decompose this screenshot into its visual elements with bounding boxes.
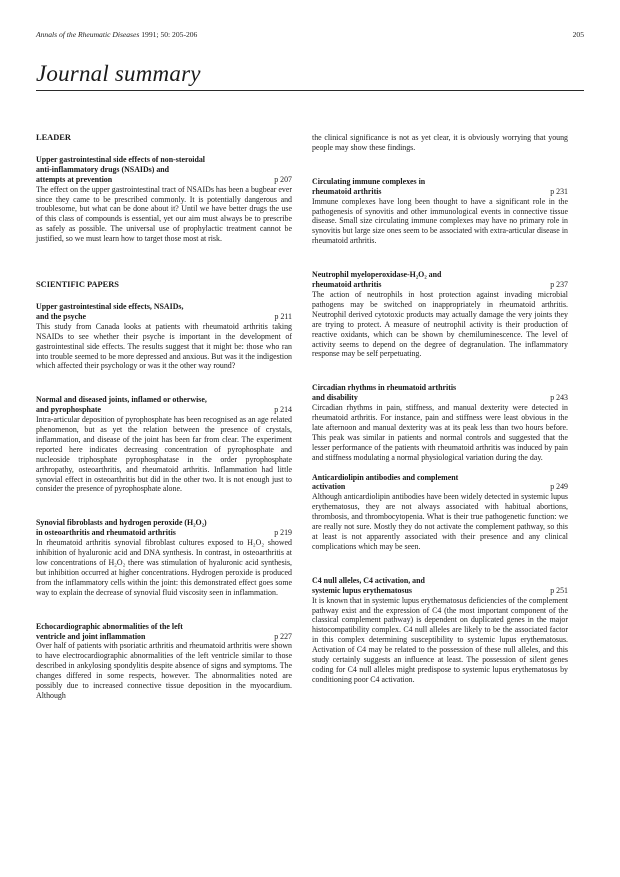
article-title <box>312 576 568 596</box>
title-line: attempts at prevention <box>36 174 113 184</box>
title-line: Synovial fibroblasts and hydrogen peroxide (H₂O₂) <box>36 518 207 528</box>
title-line: rheumatoid arthritis <box>312 280 382 290</box>
page-number: 205 <box>572 30 584 39</box>
title-line: systemic lupus erythematosus <box>312 585 412 595</box>
running-header <box>36 30 584 39</box>
article <box>312 177 568 246</box>
article <box>312 383 568 462</box>
title-line: anti-inflammatory drugs (NSAIDs) and <box>36 164 170 174</box>
title-line: activation <box>312 482 346 492</box>
article <box>36 518 292 597</box>
section-heading-scientific-papers: SCIENTIFIC PAPERS <box>36 280 119 290</box>
page-reference: p 231 <box>550 186 568 196</box>
article <box>312 576 568 685</box>
page-reference: p 214 <box>274 405 292 415</box>
article-body: Although anticardiolipin antibodies have been widely detected in systemic lupus erythematosus, they are not always associated with habitual abortions, thrombosis, and thrombocytopenia. What is their true pathogenetic function: we are really not sure. Mostly they do not activate the complement pathway, so this at least is not apparently associated with their presence and any clinical complications which may be seen. <box>312 492 568 551</box>
article <box>312 270 568 359</box>
article-title <box>36 155 292 185</box>
article-body: The effect on the upper gastrointestinal tract of NSAIDs has been a bugbear ever since they came to be prescribed commonly. It is potentially dangerous and troublesome, but what can be done about it? Until we have better drugs the use of this class of compounds is essential, yet our aim must always be to prescribe as safely as possible. The universal use of prophylactic treatment cannot be justified, so we must learn how to target those most at risk. <box>36 184 292 244</box>
article-title <box>36 518 292 538</box>
article-title <box>312 270 568 290</box>
title-line: and pyrophosphate <box>36 405 101 415</box>
article-body: Intra-articular deposition of pyrophosphate has been recognised as an age related phenomenon, but as yet the relation between the presence of crystals, inflammation, and disease of the joint has been far from clear. The experiment reported here indicates decreasing concentration of pyrophosphate and nucleoside triphosphate pyrophosphatase in the order pyrophosphate arthropathy, osteoarthritis, and rheumatoid arthritis. Inflammation had little synovial effect in osteoarthritis but did in the other two. It is not enough just to consider the presence of pyrophosphate alone. <box>36 415 292 494</box>
article-body: Over half of patients with psoriatic arthritis and rheumatoid arthritis were shown to have electrocardiographic abnormalities of the left ventricle similar to those described in ankylosing spondylitis despite absence of signs and symptoms. The changes differed in some respects, however. The abnormalities noted are possibly due to increased connective tissue deposition in the myocardium. Although <box>36 641 292 700</box>
title-line: Anticardiolipin antibodies and complement <box>312 472 459 482</box>
article-body-continued: the clinical significance is not as yet clear, it is obviously worrying that young people may show these findings. <box>312 133 568 152</box>
article-body: This study from Canada looks at patients with rheumatoid arthritis taking NSAIDs to see whether their psyche is important in the development of gastrointestinal side effects. The results suggest that it might be: those who ran into trouble seemed to be more depressed and anxious. But was it the indigestion which affected their psychology or was it the other way round? <box>36 321 292 371</box>
page-reference: p 227 <box>274 631 292 641</box>
page-reference: p 207 <box>274 174 292 184</box>
left-column <box>36 133 292 701</box>
journal-citation: 1991; 50: 205-206 <box>141 30 198 39</box>
article-title <box>312 473 568 493</box>
page-reference: p 251 <box>550 585 568 595</box>
title-line: ventricle and joint inflammation <box>36 631 146 641</box>
title-line: Upper gastrointestinal side effects, NSAIDs, <box>36 301 184 311</box>
article <box>36 155 292 244</box>
page-reference: p 243 <box>550 393 568 403</box>
title-line: Circulating immune complexes in <box>312 176 426 186</box>
article-title <box>36 395 292 415</box>
title-line: Echocardiographic abnormalities of the left <box>36 621 183 631</box>
title-line: and the psyche <box>36 311 86 321</box>
article-title <box>312 383 568 403</box>
title-line: Normal and diseased joints, inflamed or otherwise, <box>36 395 207 405</box>
article <box>312 473 568 552</box>
right-column <box>312 133 568 685</box>
article-body: In rheumatoid arthritis synovial fibroblast cultures exposed to H₂O₂ showed inhibition of hyaluronic acid and DNA synthesis. In contrast, in osteoarthritis at low concentrations of H₂O₂ there was stimulation of hyaluronic acid synthesis, but inhibition occurred at higher concentrations. Hydrogen peroxide is produced from the inflammatory cells within the joint: this demonstrated effect goes some way to explain the decrease of synovial fluid viscosity seen in inflammation. <box>36 538 292 597</box>
title-line: Neutrophil myeloperoxidase-H₂O₂ and <box>312 270 442 280</box>
title-rule <box>36 90 584 91</box>
article <box>36 395 292 494</box>
article-body: It is known that in systemic lupus erythematosus deficiencies of the complement pathway exist and the expression of C4 (the most important component of the classical complement pathway) is dependent on duplicated genes in the major histocompatibility complex. C4 null alleles are likely to be the associated factor in this complex determining susceptibility to systemic lupus erythematosus. Activation of C4 may be related to the possession of these null alleles, and this study certainly suggests an influence at least. The possession of silent genes coding for C4 null alleles might predispose to systemic lupus erythematosus by conditioning poor C4 activation. <box>312 595 568 684</box>
page-reference: p 211 <box>274 311 292 321</box>
page-reference: p 237 <box>550 280 568 290</box>
title-line: Upper gastrointestinal side effects of non-steroidal <box>36 154 205 164</box>
article-title <box>312 177 568 197</box>
article-title <box>36 302 292 322</box>
page-reference: p 219 <box>274 528 292 538</box>
journal-name: Annals of the Rheumatic Diseases <box>36 30 140 39</box>
article <box>36 622 292 701</box>
article-title <box>36 622 292 642</box>
section-heading-leader: LEADER <box>36 133 71 142</box>
article-body: The action of neutrophils in host protection against invading microbial pathogens may be switched on inappropriately in rheumatoid arthritis. Neutrophil derived cytotoxic products may actually damage the very joints they are trying to protect. A measure of neutrophil activity is their production of reactive oxidants, which can be shown by chemiluminescence. The level of activity seems to depend on the degree of degranulation. The inflammatory response may be self perpetuating. <box>312 289 568 359</box>
article-body: Circadian rhythms in pain, stiffness, and manual dexterity were detected in rheumatoid arthritis. For instance, pain and stiffness were least obvious in the late afternoon and manual dexterity was at its peak less than two hours before. This peak was similar in patients and normal controls and suggested that the lesser performance of the patients with rheumatoid arthritis was induced by pain and stiffness modulating a normal physiological variation during the day. <box>312 403 568 462</box>
title-line: C4 null alleles, C4 activation, and <box>312 575 425 585</box>
title-line: and disability <box>312 393 358 403</box>
title-line: rheumatoid arthritis <box>312 186 382 196</box>
article <box>36 302 292 371</box>
article-body: Immune complexes have long been thought to have a significant role in the pathogenesis of synovitis and other immunological events in connective tissue disease. Small size circulating immune complexes may have no primary role in synovitis but large size ones seem to be associated with extra-articular disease in rheumatoid arthritis. <box>312 196 568 246</box>
page-title: Journal summary <box>36 61 201 86</box>
page-reference: p 249 <box>550 482 568 492</box>
title-line: in osteoarthritis and rheumatoid arthritis <box>36 528 176 538</box>
title-line: Circadian rhythms in rheumatoid arthritis <box>312 383 457 393</box>
